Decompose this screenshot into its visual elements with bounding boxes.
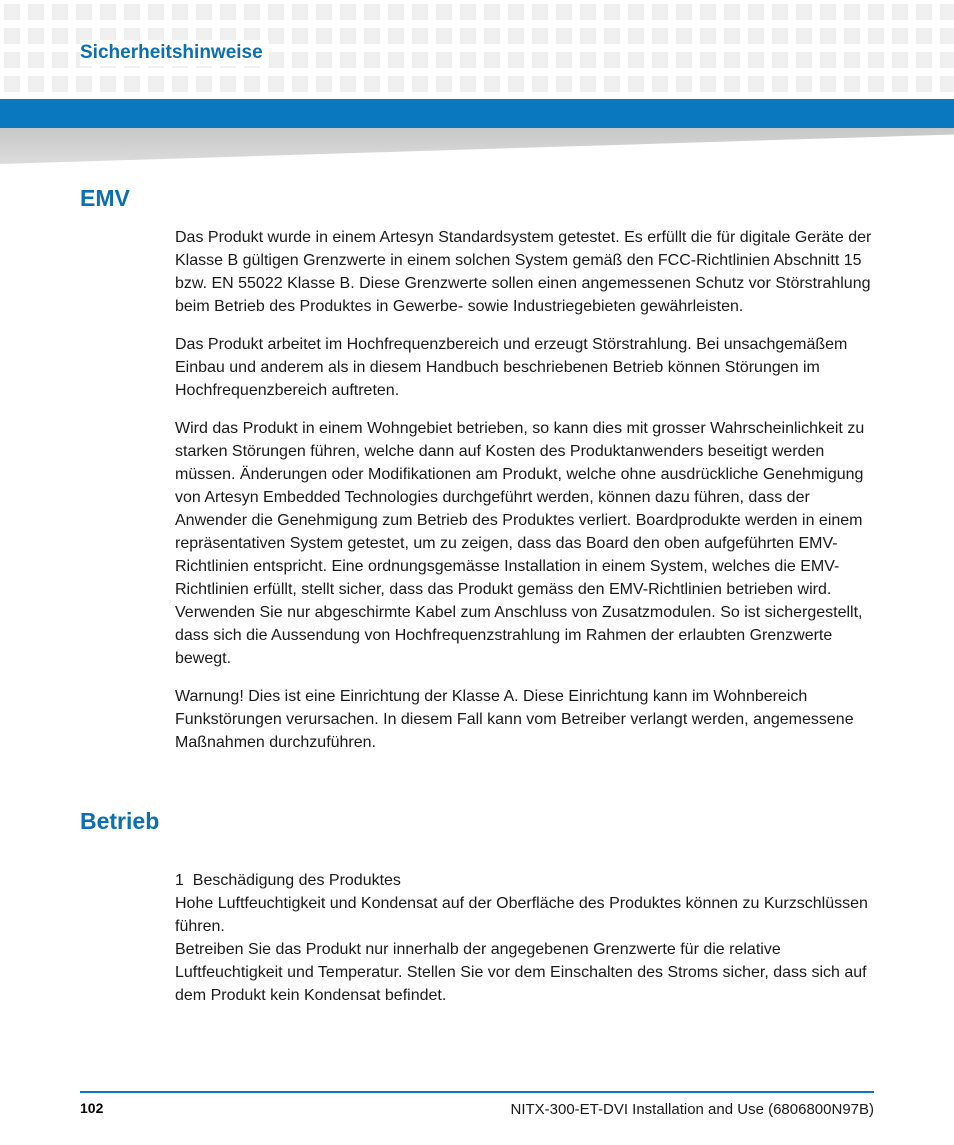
heading-betrieb: Betrieb	[80, 808, 160, 834]
header-tile	[460, 28, 476, 44]
header-tile	[508, 4, 524, 20]
header-tile	[556, 52, 572, 68]
header-tile	[820, 76, 836, 92]
header-tile	[940, 52, 954, 68]
header-tile	[196, 76, 212, 92]
header-tile	[268, 28, 284, 44]
header-tile	[316, 52, 332, 68]
header-tile	[604, 28, 620, 44]
header-tile	[580, 4, 596, 20]
header-tile	[388, 4, 404, 20]
header-tile	[844, 76, 860, 92]
header-tile	[460, 4, 476, 20]
header-tile	[580, 28, 596, 44]
header-tile	[940, 28, 954, 44]
header-tile	[28, 4, 44, 20]
header-tile	[652, 76, 668, 92]
header-tile	[532, 76, 548, 92]
header-tile	[892, 76, 908, 92]
header-tile	[508, 76, 524, 92]
emv-paragraph-2: Das Produkt arbeitet im Hochfrequenzbereich und erzeugt Störstrahlung. Bei unsachgemäßem Einbau und anderem als in diesem Handbuch beschriebenen Betrieb können Störungen im Hochfrequenzbereich auftreten.	[175, 336, 848, 399]
header-tile	[148, 4, 164, 20]
header-tile	[652, 28, 668, 44]
header-tile	[676, 52, 692, 68]
header-tile	[628, 4, 644, 20]
header-tile	[532, 52, 548, 68]
header-tile	[628, 52, 644, 68]
header-tile	[220, 76, 236, 92]
page-number: 102	[80, 1100, 104, 1116]
betrieb-line-2: Betreiben Sie das Produkt nur innerhalb der angegebenen Grenzwerte für die relative Luftfeuchtigkeit und Temperatur. Stellen Sie vor dem Einschalten des Stroms sicher, dass sich auf dem Produkt kein Kondensat befindet.	[175, 941, 867, 1004]
emv-paragraph-3: Wird das Produkt in einem Wohngebiet betrieben, so kann dies mit grosser Wahrscheinlichkeit zu starken Störungen führen, welche dann auf Kosten des Produktanwenders beseitigt werden müssen. Änderungen oder Modifikationen am Produkt, welche ohne ausdrückliche Genehmigung von Artesyn Embedded Technologies durchgeführt werden, können dazu führen, dass der Anwender die Genehmigung zum Betrieb des Produktes verliert. Boardprodukte werden in einem repräsentativen System getestet, um zu zeigen, dass das Board den oben aufgeführten EMV-Richtlinien entspricht. Eine ordnungsgemässe Installation in einem System, welches die EMV-Richtlinien erfüllt, stellt sicher, dass das Produkt gemäss den EMV-Richtlinien betrieben wird. Verwenden Sie nur abgeschirmte Kabel zum Anschluss von Zusatzmodulen. So ist sichergestellt, dass sich die Aussendung von Hochfrequenzstrahlung im Rahmen der erlaubten Grenzwerte bewegt.	[175, 420, 865, 667]
header-tile	[532, 28, 548, 44]
header-tile	[388, 28, 404, 44]
header-tile	[796, 76, 812, 92]
emv-paragraph-4: Warnung! Dies ist eine Einrichtung der Klasse A. Diese Einrichtung kann im Wohnbereich Funkstörungen verursachen. In diesem Fall kann vom Betreiber verlangt werden, angemessene Maßnahmen durchzuführen.	[175, 688, 854, 751]
betrieb-item-title: 1 Beschädigung des Produktes	[175, 872, 401, 889]
header-tile	[292, 76, 308, 92]
heading-emv: EMV	[80, 185, 130, 211]
header-tile	[604, 76, 620, 92]
header-tile	[772, 28, 788, 44]
header-tile	[772, 76, 788, 92]
header-tile	[340, 28, 356, 44]
header-tile	[508, 28, 524, 44]
emv-body	[175, 226, 880, 769]
header-tile	[916, 28, 932, 44]
header-tile	[700, 76, 716, 92]
header-tile	[412, 76, 428, 92]
header-tile	[700, 28, 716, 44]
header-tile	[652, 4, 668, 20]
header-tile	[796, 28, 812, 44]
header-tile	[556, 4, 572, 20]
header-tile	[4, 4, 20, 20]
header-tile	[148, 76, 164, 92]
header-tile	[652, 52, 668, 68]
header-tile	[268, 76, 284, 92]
header-tile	[4, 28, 20, 44]
header-tile	[580, 76, 596, 92]
header-tile	[796, 4, 812, 20]
header-tile	[364, 4, 380, 20]
header-tile	[868, 4, 884, 20]
header-tile	[436, 4, 452, 20]
header-tile	[292, 28, 308, 44]
header-tile	[916, 4, 932, 20]
header-tile	[868, 52, 884, 68]
header-tile	[292, 52, 308, 68]
header-tile	[892, 4, 908, 20]
header-tile	[52, 28, 68, 44]
header-tile	[52, 76, 68, 92]
footer-rule	[80, 1091, 874, 1093]
header-tile	[676, 76, 692, 92]
header-tile	[172, 76, 188, 92]
header-tile	[916, 52, 932, 68]
header-tile	[436, 28, 452, 44]
header-tile	[724, 4, 740, 20]
header-tile	[940, 4, 954, 20]
header-tile	[844, 28, 860, 44]
header-tile	[388, 52, 404, 68]
header-tile	[28, 76, 44, 92]
header-tile	[892, 52, 908, 68]
header-tile	[316, 4, 332, 20]
header-tile	[748, 4, 764, 20]
header-tile	[412, 52, 428, 68]
header-tile	[724, 76, 740, 92]
header-tile	[868, 76, 884, 92]
header-tile	[700, 52, 716, 68]
header-tile	[76, 4, 92, 20]
betrieb-body	[175, 869, 880, 1007]
header-tile	[340, 4, 356, 20]
header-tile	[316, 76, 332, 92]
header-tile	[700, 4, 716, 20]
header-tile	[412, 28, 428, 44]
header-tile	[364, 76, 380, 92]
header-blue-bar	[0, 99, 954, 128]
header-tile	[436, 52, 452, 68]
header-tile	[364, 52, 380, 68]
header-tile	[844, 4, 860, 20]
header-tile	[724, 52, 740, 68]
betrieb-line-1: Hohe Luftfeuchtigkeit und Kondensat auf der Oberfläche des Produktes können zu Kurzschlüssen führen.	[175, 895, 868, 935]
header-tile	[268, 52, 284, 68]
header-tile	[484, 28, 500, 44]
header-tile	[436, 76, 452, 92]
header-tile	[580, 52, 596, 68]
header-tile	[820, 4, 836, 20]
header-tile	[748, 28, 764, 44]
header-tile	[940, 76, 954, 92]
header-tile	[52, 52, 68, 68]
emv-paragraph-1: Das Produkt wurde in einem Artesyn Standardsystem getestet. Es erfüllt die für digitale Geräte der Klasse B gültigen Grenzwerte in einem solchen System gemäß den FCC-Richtlinien Abschnitt 15 bzw. EN 55022 Klasse B. Diese Grenzwerte sollen einen angemessenen Schutz vor Störstrahlung beim Betrieb des Produktes in Gewerbe- sowie Industriegebieten gewährleisten.	[175, 229, 872, 315]
header-tile	[52, 4, 68, 20]
header-tile	[244, 76, 260, 92]
header-tile	[508, 52, 524, 68]
header-tile	[628, 28, 644, 44]
header-tile	[292, 4, 308, 20]
header-tile	[196, 4, 212, 20]
header-tile	[796, 52, 812, 68]
header-tile	[772, 52, 788, 68]
header-tile	[460, 76, 476, 92]
header-tile	[892, 28, 908, 44]
header-tile	[388, 76, 404, 92]
header-tile	[268, 4, 284, 20]
header-tile	[4, 76, 20, 92]
header-tile	[28, 52, 44, 68]
header-tile	[412, 4, 428, 20]
header-tile	[748, 76, 764, 92]
header-tile	[772, 4, 788, 20]
header-grey-wedge	[0, 128, 954, 164]
header-tile	[820, 28, 836, 44]
header-tile	[100, 76, 116, 92]
header-tile	[340, 52, 356, 68]
header-tile	[460, 52, 476, 68]
section-header-title: Sicherheitshinweise	[80, 40, 269, 66]
header-tile	[724, 28, 740, 44]
header-tile	[820, 52, 836, 68]
header-tile	[316, 28, 332, 44]
header-tile	[556, 76, 572, 92]
header-tile	[844, 52, 860, 68]
header-tile	[124, 4, 140, 20]
header-tile	[556, 28, 572, 44]
header-tile	[172, 4, 188, 20]
header-tile	[748, 52, 764, 68]
header-tile	[76, 76, 92, 92]
footer-document-title: NITX-300-ET-DVI Installation and Use (6806800N97B)	[510, 1101, 874, 1118]
header-tile	[100, 4, 116, 20]
header-tile	[220, 4, 236, 20]
header-tile	[364, 28, 380, 44]
header-tile	[244, 4, 260, 20]
header-tile	[604, 4, 620, 20]
header-tile	[340, 76, 356, 92]
header-tile	[868, 28, 884, 44]
header-tile	[628, 76, 644, 92]
header-tile	[676, 4, 692, 20]
header-tile	[484, 76, 500, 92]
header-tile	[916, 76, 932, 92]
header-tile	[4, 52, 20, 68]
header-tile	[484, 4, 500, 20]
header-tile	[532, 4, 548, 20]
header-tile	[484, 52, 500, 68]
header-tile	[604, 52, 620, 68]
header-tile	[676, 28, 692, 44]
header-tile	[124, 76, 140, 92]
header-tile	[28, 28, 44, 44]
